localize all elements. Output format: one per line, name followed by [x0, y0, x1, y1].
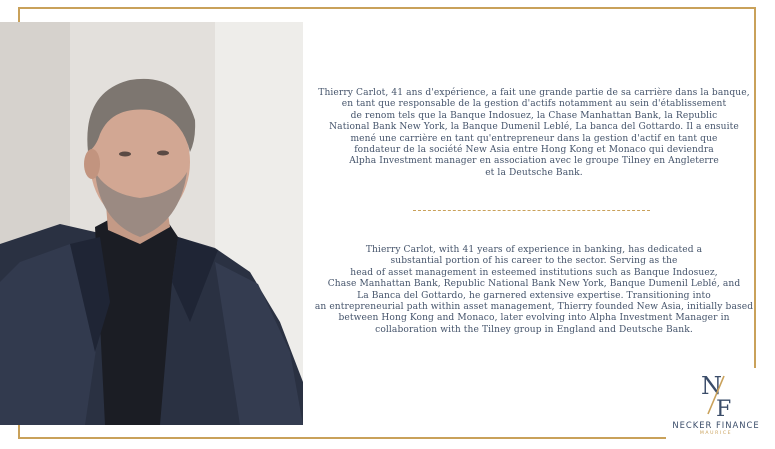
monogram-n: N	[701, 372, 722, 400]
portrait-photo	[0, 22, 303, 425]
bio-english-line: substantial portion of his career to the sector. Serving as the	[390, 256, 678, 267]
bio-french	[308, 88, 760, 179]
monogram-logo-icon	[694, 372, 738, 418]
logo-subtitle: MAURICE	[699, 431, 733, 436]
monogram-f: F	[716, 397, 732, 418]
dashed-divider	[413, 210, 650, 211]
bio-french-line: National Bank New York, la Banque Dumenil Leblé, La banca del Gottardo. Il a ensuite	[329, 122, 739, 133]
bio-english	[308, 245, 760, 336]
bio-french-line: Alpha Investment manager en association avec le groupe Tilney en Angleterre	[349, 156, 719, 167]
bio-english-line: Thierry Carlot, with 41 years of experience in banking, has dedicated a	[365, 245, 703, 255]
bio-french-line: de renom tels que la Banque Indosuez, la Chase Manhattan Bank, la Republic	[350, 110, 718, 121]
bio-english-line: head of asset management in esteemed institutions such as Banque Indosuez,	[350, 267, 718, 278]
bio-english-line: between Hong Kong and Monaco, later evolving into Alpha Investment Manager in	[338, 313, 730, 324]
portrait-illustration	[0, 22, 303, 425]
bio-french-line: mené une carrière en tant qu'entrepreneur dans la gestion d'actif en tant que	[350, 133, 718, 144]
bio-english-line: Chase Manhattan Bank, Republic National Bank New York, Banque Dumenil Leblé, and	[327, 279, 741, 290]
bio-english-line: La Banca del Gottardo, he garnered extensive expertise. Transitioning into	[357, 290, 711, 301]
bio-french-line: Thierry Carlot, 41 ans d'expérience, a fait une grande partie de sa carrière dans la banque,	[318, 88, 750, 98]
logo-name: NECKER FINANCE	[672, 420, 760, 430]
bio-english-line: an entrepreneurial path within asset management, Thierry founded New Asia, initially based	[314, 302, 754, 313]
bio-french-line: en tant que responsable de la gestion d'actifs notamment au sein d'établissement	[341, 99, 727, 110]
bio-french-line: fondateur de la société New Asia entre Hong Kong et Monaco qui deviendra	[354, 145, 714, 156]
bio-english-line: collaboration with the Tilney group in England and Deutsche Bank.	[375, 324, 693, 335]
necker-finance-logo	[666, 368, 766, 446]
bio-french-line: et la Deutsche Bank.	[485, 167, 583, 178]
